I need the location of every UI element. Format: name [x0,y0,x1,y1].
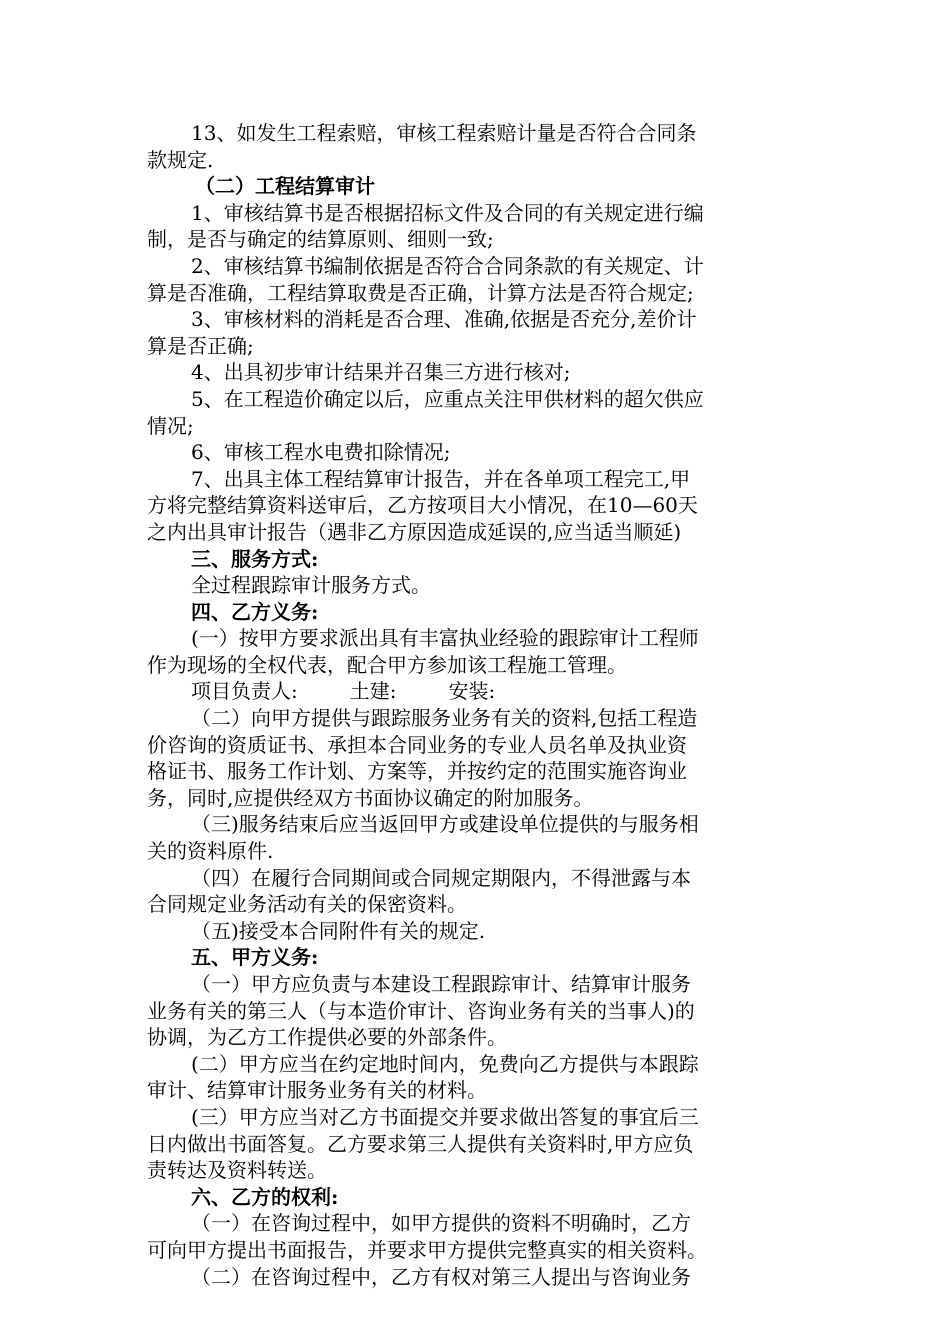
section-heading: （二）工程结算审计 [195,174,375,199]
section-heading: 六、乙方的权利: [191,1184,339,1209]
text-line: 方将完整结算资料送审后，乙方按项目大小情况，在10—60天 [147,493,698,518]
text-line: 7、出具主体工程结算审计报告，并在各单项工程完工,甲 [191,466,691,491]
text-line: 日内做出书面答复。乙方要求第三人提供有关资料时,甲方应负 [147,1131,694,1156]
project-lead-label: 项目负责人: [191,679,298,704]
text-line: 算是否正确; [147,333,254,358]
text-line: 1、审核结算书是否根据招标文件及合同的有关规定进行编 [191,200,704,225]
text-line: 合同规定业务活动有关的保密资料。 [147,892,467,917]
text-line: 格证书、服务工作计划、方案等，并按约定的范围实施咨询业 [147,759,687,784]
text-line: 2、审核结算书编制依据是否符合合同条款的有关规定、计 [191,253,704,278]
text-line: 6、审核工程水电费扣除情况; [191,440,451,465]
text-line: 4、出具初步审计结果并召集三方进行核对; [191,360,571,385]
section-heading: 五、甲方义务: [191,945,319,970]
text-line: （二）在咨询过程中，乙方有权对第三人提出与咨询业务 [191,1264,691,1289]
text-line: 作为现场的全权代表，配合甲方参加该工程施工管理。 [147,652,627,677]
text-line: 制，是否与确定的结算原则、细则一致; [147,227,494,252]
text-line: （二）向甲方提供与跟踪服务业务有关的资料,包括工程造 [191,706,698,731]
text-line: 价咨询的资质证书、承担本合同业务的专业人员名单及执业资 [147,732,687,757]
text-line: 5、在工程造价确定以后，应重点关注甲供材料的超欠供应 [191,386,704,411]
text-line: （五)接受本合同附件有关的规定. [191,918,486,943]
text-line: （一）在咨询过程中，如甲方提供的资料不明确时，乙方 [191,1211,691,1236]
text-line: (一）按甲方要求派出具有丰富执业经验的跟踪审计工程师 [191,626,699,651]
document-page [147,120,807,1290]
civil-label: 土建: [349,679,397,704]
text-line: 13、如发生工程索赔，审核工程索赔计量是否符合合同条 [191,121,697,145]
text-line: （一）甲方应负责与本建设工程跟踪审计、结算审计服务 [191,972,691,996]
text-line: 可向甲方提出书面报告，并要求甲方提供完整真实的相关资料。 [147,1237,707,1262]
text-line: 情况; [147,413,194,438]
text-line: 务，同时,应提供经双方书面协议确定的附加服务。 [147,785,594,810]
section-heading: 四、乙方义务: [191,599,319,624]
persons-line [147,678,807,705]
text-line: （四）在履行合同期间或合同规定期限内，不得泄露与本 [191,865,691,890]
text-line: 3、审核材料的消耗是否合理、准确,依据是否充分,差价计 [191,307,697,332]
text-line: 协调，为乙方工作提供必要的外部条件。 [147,1025,507,1050]
text-line: 关的资料原件. [147,839,274,864]
text-line: 款规定. [147,147,214,172]
text-line: (三）甲方应当对乙方书面提交并要求做出答复的事宜后三 [191,1104,699,1129]
text-line: （三)服务结束后应当返回甲方或建设单位提供的与服务相 [191,812,699,837]
text-line: 算是否准确，工程结算取费是否正确，计算方法是否符合规定; [147,280,694,305]
install-label: 安装: [448,679,496,704]
text-line: 全过程跟踪审计服务方式。 [191,573,431,598]
text-line: 责转达及资料转送。 [147,1158,327,1183]
text-line: 审计、结算审计服务业务有关的材料。 [147,1078,487,1103]
text-line: 之内出具审计报告（遇非乙方原因造成延误的,应当适当顺延) [147,519,682,544]
text-line: 业务有关的第三人（与本造价审计、咨询业务有关的当事人)的 [147,998,695,1023]
section-heading: 三、服务方式: [191,546,319,571]
text-line: (二）甲方应当在约定地时间内，免费向乙方提供与本跟踪 [191,1051,699,1076]
